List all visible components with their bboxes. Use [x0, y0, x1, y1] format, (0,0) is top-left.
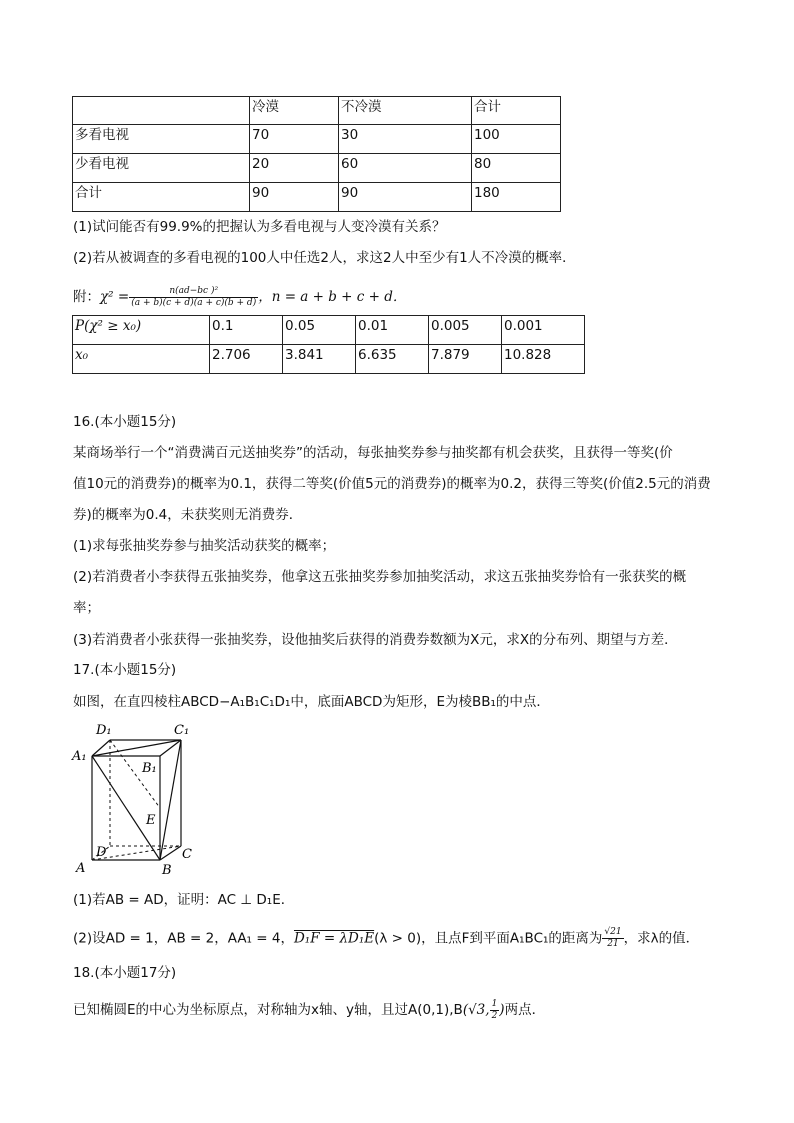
table-row	[73, 316, 585, 345]
table-cell: 合计	[73, 183, 250, 212]
contingency-table	[72, 96, 561, 212]
q18-intro	[73, 998, 545, 1022]
q16-line: 某商场举行一个“消费满百元送抽奖券”的活动，每张抽奖券参与抽奖都有机会获奖，且获得一等奖(价	[73, 445, 673, 461]
table-cell: 80	[472, 154, 561, 183]
table-cell: x₀	[73, 345, 210, 374]
table-cell: 90	[250, 183, 339, 212]
table-row	[73, 154, 561, 183]
q17-intro: 如图，在直四棱柱ABCD−A₁B₁C₁D₁中，底面ABCD为矩形，E为棱BB₁的中点．	[73, 694, 550, 710]
table-cell: 0.1	[210, 316, 283, 345]
table-cell: 0.05	[283, 316, 356, 345]
q16-line: 率；	[73, 600, 100, 616]
q15-part2: (2)若从被调查的多看电视的100人中任选2人，求这2人中至少有1人不冷漠的概率．	[73, 250, 576, 266]
table-cell: 3.841	[283, 345, 356, 374]
table-row	[73, 125, 561, 154]
table-cell: 合计	[472, 97, 561, 125]
q16-line: 值10元的消费券)的概率为0.1，获得二等奖(价值5元的消费券)的概率为0.2，获得三等奖(价值2.5元的消费	[73, 476, 711, 492]
table-row	[73, 183, 561, 212]
table-cell: 100	[472, 125, 561, 154]
table-cell	[73, 97, 250, 125]
distance-fraction	[602, 927, 623, 950]
q17-part2-text: (2)设AD = 1，AB = 2，AA₁ = 4，	[73, 930, 294, 947]
table-cell: 0.005	[429, 316, 502, 345]
table-cell: 180	[472, 183, 561, 212]
vertex-label: B	[162, 863, 172, 878]
vertex-label: B₁	[142, 761, 157, 776]
table-cell: 0.01	[356, 316, 429, 345]
appendix-prefix: 附：	[73, 289, 100, 305]
vertex-label: E	[146, 813, 156, 828]
table-cell: 90	[339, 183, 472, 212]
q17-part2-text: (λ > 0)，且点F到平面A₁BC₁的距离为	[374, 930, 603, 947]
table-cell: 6.635	[356, 345, 429, 374]
vertex-label: C₁	[174, 723, 190, 738]
q17-part1: (1)若AB = AD，证明：AC ⊥ D₁E．	[73, 892, 295, 908]
q16-heading: 16.(本小题15分)	[73, 414, 177, 430]
chi-square-formula	[73, 284, 406, 310]
table-cell: 30	[339, 125, 472, 154]
table-cell: 2.706	[210, 345, 283, 374]
prism-figure	[70, 718, 210, 878]
table-cell: 多看电视	[73, 125, 250, 154]
table-cell: 60	[339, 154, 472, 183]
q17-heading: 17.(本小题15分)	[73, 662, 177, 678]
vector-equation: D₁F = λD₁E	[293, 930, 375, 947]
chi-lhs: χ² =	[100, 289, 130, 305]
table-cell: 10.828	[502, 345, 585, 374]
q16-line: (1)求每张抽奖券参与抽奖活动获奖的概率；	[73, 538, 336, 554]
point-b: (√3,	[462, 1002, 490, 1018]
table-cell: 冷漠	[250, 97, 339, 125]
table-cell: 7.879	[429, 345, 502, 374]
point-b-fraction	[490, 999, 500, 1022]
q16-line: (2)若消费者小李获得五张抽奖券，他拿这五张抽奖券参加抽奖活动，求这五张抽奖券恰有一张获奖的概	[73, 569, 687, 585]
q17-part2-text: ，求λ的值．	[623, 930, 700, 947]
table-cell: P(χ² ≥ x₀)	[73, 316, 210, 345]
n-definition: ，n = a + b + c + d．	[258, 289, 407, 305]
chi-denominator: (a + b)(c + d)(a + c)(b + d)	[131, 297, 257, 308]
q15-part1: (1)试问能否有99.9%的把握认为多看电视与人变冷漠有关系？	[73, 219, 446, 235]
fraction-denominator: 2	[491, 1010, 498, 1021]
vertex-label: D₁	[96, 723, 112, 738]
fraction-numerator: 1	[491, 998, 498, 1009]
critical-value-table	[72, 315, 585, 374]
table-row	[73, 345, 585, 374]
q18-text: 已知椭圆E的中心为坐标原点，对称轴为x轴、y轴，且过A(0,1),B	[73, 1002, 463, 1018]
chi-fraction	[129, 286, 258, 309]
q18-heading: 18.(本小题17分)	[73, 965, 177, 981]
fraction-denominator: 21	[607, 939, 619, 949]
q16-line: 券)的概率为0.4，未获奖则无消费券．	[73, 507, 303, 523]
fraction-numerator: √21	[604, 927, 622, 937]
q18-text: 两点．	[504, 1002, 546, 1018]
vertex-label: A₁	[72, 749, 87, 764]
chi-numerator: n(ad−bc )²	[129, 286, 258, 298]
point-b-close: )	[499, 1002, 505, 1018]
q17-part2	[73, 927, 699, 950]
table-cell: 少看电视	[73, 154, 250, 183]
table-cell: 20	[250, 154, 339, 183]
table-cell: 70	[250, 125, 339, 154]
table-cell: 不冷漠	[339, 97, 472, 125]
vertex-label: A	[76, 861, 86, 876]
table-cell: 0.001	[502, 316, 585, 345]
q16-line: (3)若消费者小张获得一张抽奖券，设他抽奖后获得的消费券数额为X元，求X的分布列、期望与方差．	[73, 632, 678, 648]
vertex-label: C	[182, 847, 192, 862]
vertex-label: D	[96, 845, 107, 860]
table-row	[73, 97, 561, 125]
